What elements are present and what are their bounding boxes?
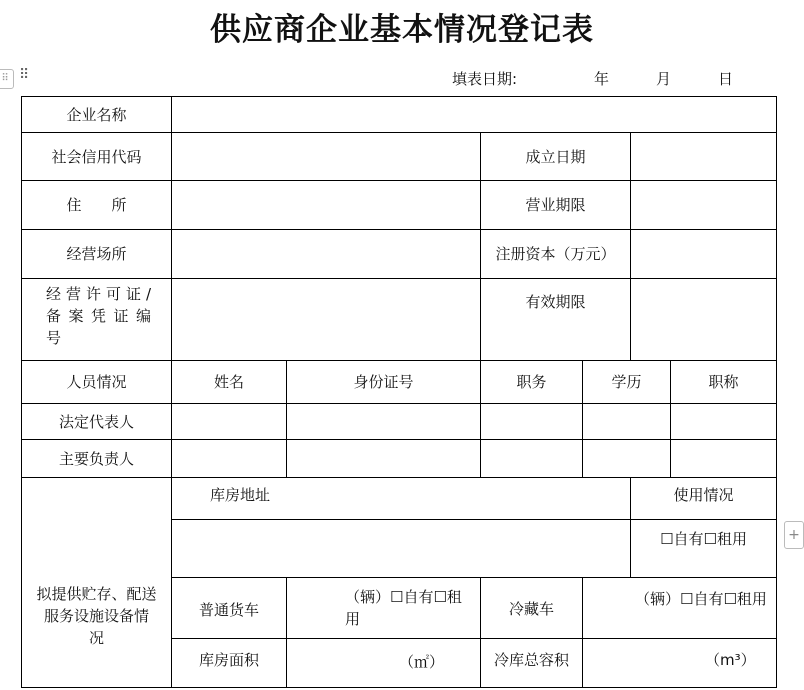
legal-rep-position-field[interactable] bbox=[481, 404, 583, 440]
validity-period-field[interactable] bbox=[631, 279, 777, 361]
validity-period-label: 有效期限 bbox=[481, 279, 631, 361]
established-date-field[interactable] bbox=[631, 133, 777, 181]
warehouse-area-field[interactable]: （㎡） bbox=[287, 639, 481, 688]
personnel-col-position: 职务 bbox=[481, 361, 583, 404]
table-move-handle-icon[interactable]: ⠿ bbox=[19, 67, 30, 83]
date-day-label: 日 bbox=[718, 70, 734, 88]
fill-date-label: 填表日期: bbox=[452, 70, 518, 88]
registration-form-table bbox=[21, 96, 777, 688]
add-column-button[interactable]: + bbox=[784, 521, 804, 549]
cold-truck-label: 冷藏车 bbox=[481, 578, 583, 639]
truck-label: 普通货车 bbox=[172, 578, 287, 639]
usage-options[interactable]: ☐自有☐租用 bbox=[631, 520, 777, 578]
license-number-label bbox=[22, 279, 172, 361]
residence-field[interactable] bbox=[172, 181, 481, 230]
license-number-field[interactable] bbox=[172, 279, 481, 361]
personnel-col-education: 学历 bbox=[583, 361, 671, 404]
principal-position-field[interactable] bbox=[481, 440, 583, 478]
license-label-line1: 经营许可证/ bbox=[46, 285, 151, 303]
company-name-label: 企业名称 bbox=[22, 97, 172, 133]
storage-facilities-label bbox=[22, 478, 172, 688]
credit-code-field[interactable] bbox=[172, 133, 481, 181]
legal-rep-label: 法定代表人 bbox=[22, 404, 172, 440]
license-label-line2: 备案凭证编 bbox=[46, 307, 151, 325]
license-label-line3: 号 bbox=[46, 329, 62, 347]
principal-label: 主要负责人 bbox=[22, 440, 172, 478]
warehouse-area-label: 库房面积 bbox=[172, 639, 287, 688]
warehouse-address-field[interactable] bbox=[172, 520, 631, 578]
storage-label-line1: 拟提供贮存、配送 bbox=[36, 584, 157, 603]
premises-label: 经营场所 bbox=[22, 230, 172, 279]
principal-title-field[interactable] bbox=[671, 440, 777, 478]
personnel-label: 人员情况 bbox=[22, 361, 172, 404]
legal-rep-id-field[interactable] bbox=[287, 404, 481, 440]
registered-capital-field[interactable] bbox=[631, 230, 777, 279]
residence-label: 住 所 bbox=[22, 181, 172, 230]
legal-rep-name-field[interactable] bbox=[172, 404, 287, 440]
personnel-col-id: 身份证号 bbox=[287, 361, 481, 404]
date-year-label: 年 bbox=[594, 70, 610, 88]
principal-name-field[interactable] bbox=[172, 440, 287, 478]
table-select-handle[interactable] bbox=[0, 69, 14, 89]
business-term-field[interactable] bbox=[631, 181, 777, 230]
premises-field[interactable] bbox=[172, 230, 481, 279]
storage-label-line3: 况 bbox=[88, 628, 104, 647]
storage-label-line2: 服务设施设备情 bbox=[43, 606, 149, 625]
credit-code-label: 社会信用代码 bbox=[22, 133, 172, 181]
form-title: 供应商企业基本情况登记表 bbox=[210, 12, 594, 48]
usage-label: 使用情况 bbox=[631, 478, 777, 520]
business-term-label: 营业期限 bbox=[481, 181, 631, 230]
principal-id-field[interactable] bbox=[287, 440, 481, 478]
company-name-field[interactable] bbox=[172, 97, 777, 133]
established-date-label: 成立日期 bbox=[481, 133, 631, 181]
registered-capital-label: 注册资本（万元） bbox=[481, 230, 631, 279]
cold-capacity-field[interactable]: （m³） bbox=[583, 639, 777, 688]
cold-capacity-label: 冷库总容积 bbox=[481, 639, 583, 688]
personnel-col-name: 姓名 bbox=[172, 361, 287, 404]
warehouse-address-label: 库房地址 bbox=[172, 478, 631, 520]
legal-rep-education-field[interactable] bbox=[583, 404, 671, 440]
date-month-label: 月 bbox=[656, 70, 672, 88]
grip-icon: ⠿ bbox=[1, 73, 9, 84]
legal-rep-title-field[interactable] bbox=[671, 404, 777, 440]
cold-truck-count-field[interactable]: （辆）☐自有☐租用 bbox=[583, 578, 777, 639]
personnel-col-title: 职称 bbox=[671, 361, 777, 404]
truck-count-field[interactable]: （辆）☐自有☐租用 bbox=[287, 578, 481, 639]
principal-education-field[interactable] bbox=[583, 440, 671, 478]
